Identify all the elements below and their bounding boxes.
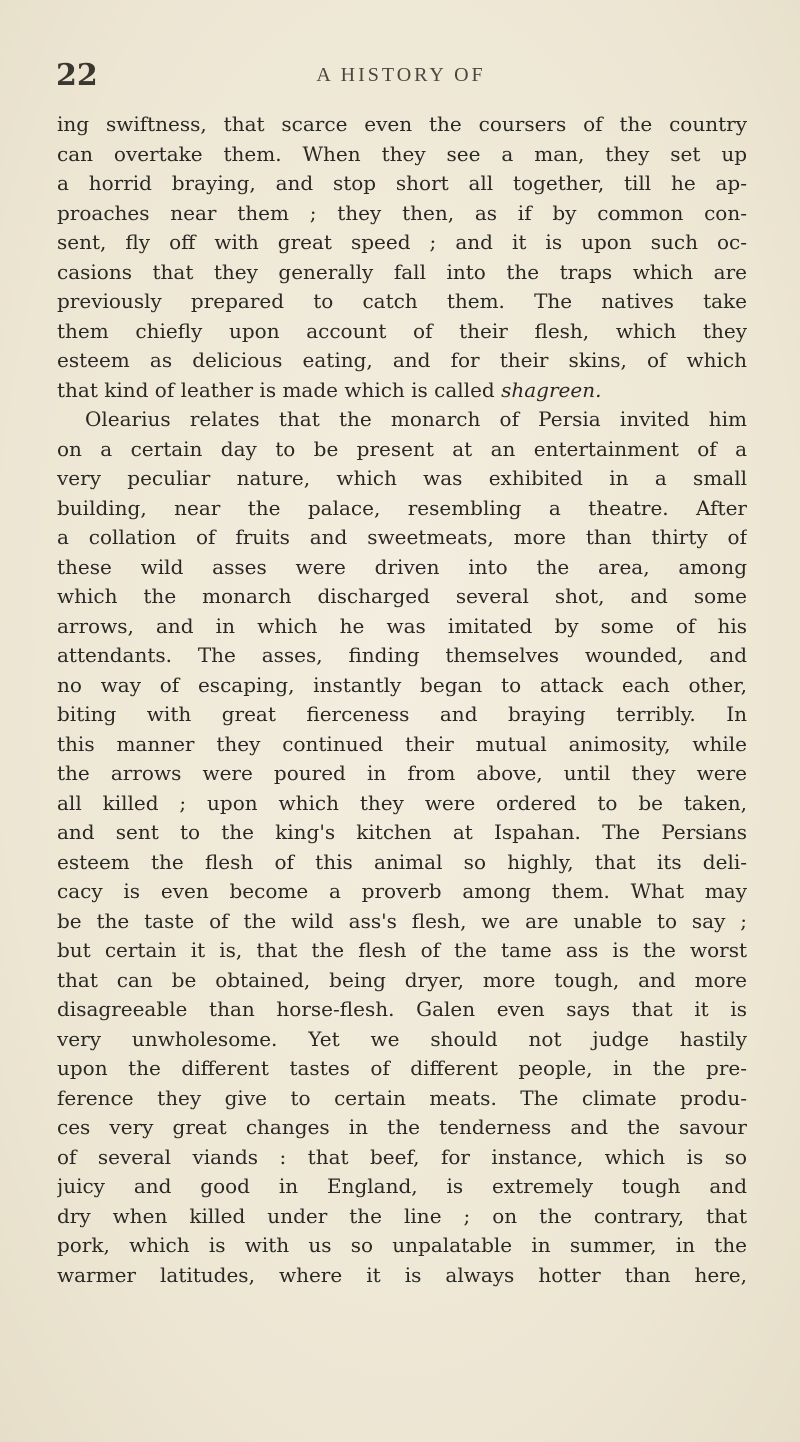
text-line: arrows, and in which he was imitated by some of his [57, 613, 747, 638]
text-line: a horrid braying, and stop short all together, till he ap- [57, 171, 747, 195]
text-line: very unwholesome. Yet we should not judge hastily [57, 1026, 747, 1051]
text-line: warmer latitudes, where it is always hotter than here, [57, 1262, 747, 1287]
text-line: be the taste of the wild ass's flesh, we are unable to say ; [57, 908, 747, 933]
running-head [56, 58, 746, 98]
text-line: them chiefly upon account of their flesh, which they [57, 318, 747, 343]
text-line: can overtake them. When they see a man, they set up [57, 141, 747, 166]
text-line: attendants. The asses, finding themselves wounded, and [57, 643, 747, 667]
text-line: and sent to the king's kitchen at Ispahan. The Persians [57, 820, 747, 844]
text-line: ing swiftness, that scarce even the coursers of the country [57, 112, 747, 136]
text-line: very peculiar nature, which was exhibited in a small [57, 466, 747, 490]
page-number: 22 [56, 58, 98, 93]
text-line: ference they give to certain meats. The climate produ- [57, 1085, 747, 1110]
text-line: building, near the palace, resembling a theatre. After [57, 495, 747, 520]
text-line: proaches near them ; they then, as if by common con- [57, 200, 747, 225]
italic-term: shagreen. [501, 377, 602, 402]
text-line-part: that kind of leather is made which is called [57, 377, 495, 402]
text-line: but certain it is, that the flesh of the tame ass is the worst [57, 938, 747, 962]
text-line: pork, which is with us so unpalatable in summer, in the [57, 1233, 747, 1257]
text-line: upon the different tastes of different people, in the pre- [57, 1056, 747, 1080]
text-line: dry when killed under the line ; on the contrary, that [57, 1203, 747, 1228]
text-line: disagreeable than horse-flesh. Galen even says that it is [57, 997, 747, 1021]
text-line: esteem as delicious eating, and for their skins, of which [57, 348, 747, 372]
running-title: A HISTORY OF [316, 64, 486, 86]
text-line: no way of escaping, instantly began to attack each other, [57, 672, 747, 697]
text-line: the arrows were poured in from above, until they were [57, 761, 747, 785]
text-line: cacy is even become a proverb among them. What may [57, 879, 747, 903]
text-line: sent, fly off with great speed ; and it is upon such oc- [57, 230, 747, 254]
text-line: juicy and good in England, is extremely tough and [57, 1174, 747, 1198]
body-text [57, 110, 747, 1290]
text-line: ces very great changes in the tenderness and the savour [57, 1115, 747, 1139]
text-line-with-italic [57, 376, 747, 406]
text-line: this manner they continued their mutual animosity, while [57, 731, 747, 756]
text-line: of several viands : that beef, for instance, which is so [57, 1144, 747, 1169]
text-line: esteem the flesh of this animal so highly, that its deli- [57, 849, 747, 874]
text-line: which the monarch discharged several shot, and some [57, 584, 747, 608]
text-line: biting with great fierceness and braying terribly. In [57, 702, 747, 726]
text-line: Olearius relates that the monarch of Persia invited him [85, 407, 747, 431]
text-line: these wild asses were driven into the area, among [57, 554, 747, 579]
text-line: previously prepared to catch them. The natives take [57, 289, 747, 313]
text-line: on a certain day to be present at an entertainment of a [57, 436, 747, 461]
text-line: that can be obtained, being dryer, more tough, and more [57, 967, 747, 992]
text-line: a collation of fruits and sweetmeats, more than thirty of [57, 525, 747, 549]
text-line: casions that they generally fall into the traps which are [57, 259, 747, 284]
text-line: all killed ; upon which they were ordered to be taken, [57, 790, 747, 815]
